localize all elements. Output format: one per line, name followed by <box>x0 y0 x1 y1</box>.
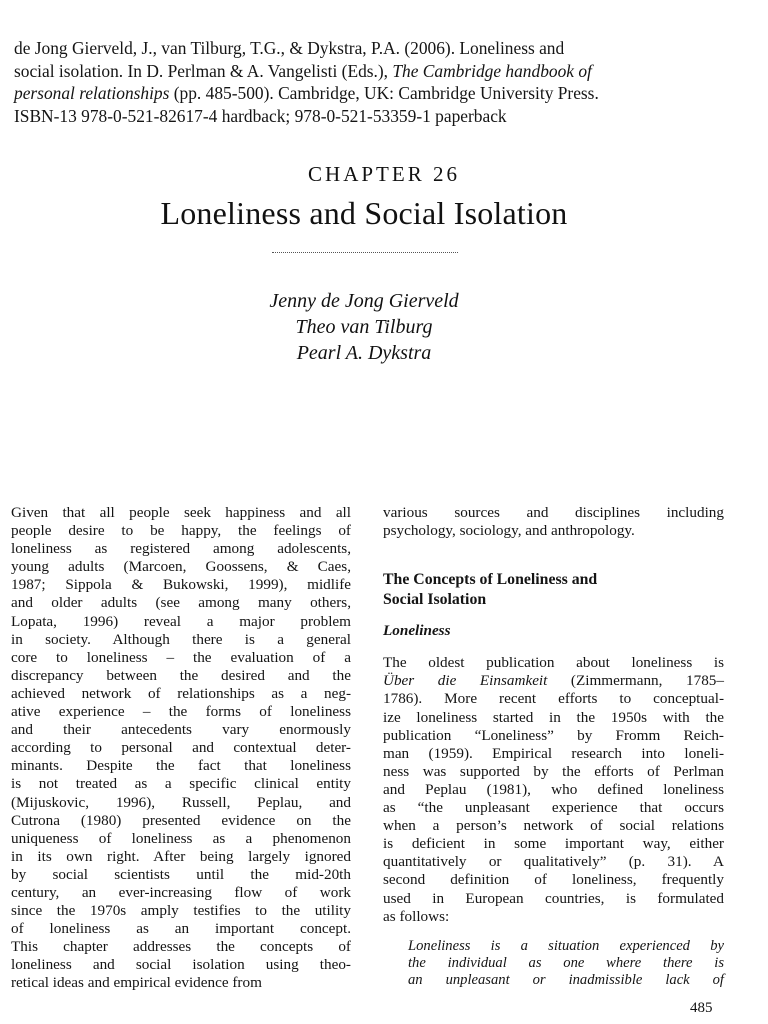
text-line: and Peplau (1981), who defined loneliness <box>383 780 724 798</box>
text-line: and older adults (see among many others, <box>11 594 351 612</box>
section-heading <box>383 570 724 610</box>
text-line: in society. Although there is a general <box>11 630 351 648</box>
citation-text: social isolation. In D. Perlman & A. Vangelisti (Eds.), <box>14 60 393 81</box>
cited-work-title: Über die Einsamkeit <box>383 672 548 690</box>
citation-line: ISBN-13 978-0-521-82617-4 hardback; 978-0-521-53359-1 paperback <box>14 105 507 126</box>
citation-text: (pp. 485-500). Cambridge, UK: Cambridge University Press. <box>169 83 599 103</box>
text-line: psychology, sociology, and anthropology. <box>383 522 635 540</box>
text-line: according to personal and contextual deter- <box>11 739 351 757</box>
right-column <box>383 504 724 990</box>
text-line: by social scientists until the mid-20th <box>11 865 351 883</box>
section-heading-line: The Concepts of Loneliness and <box>383 571 598 589</box>
text-line: people desire to be happy, the feelings of <box>11 522 351 540</box>
text-line: and their antecedents vary enormously <box>11 721 351 739</box>
section-heading-line: Social Isolation <box>383 591 487 609</box>
text-line: in its own right. After being largely ignored <box>11 847 351 865</box>
text-line: century, an ever-increasing flow of work <box>11 883 351 901</box>
body-paragraph <box>383 654 724 925</box>
text-line: as follows: <box>383 907 450 925</box>
citation-line: de Jong Gierveld, J., van Tilburg, T.G., & Dykstra, P.A. (2006). Loneliness and <box>14 38 565 58</box>
text-line: Cutrona (1980) presented evidence on the <box>11 811 351 829</box>
text-line: second definition of loneliness, frequently <box>383 871 724 889</box>
text-line: publication “Loneliness” by Fromm Reich- <box>383 726 724 744</box>
quote-line: Loneliness is a situation experienced by <box>408 937 724 954</box>
book-title: The Cambridge handbook of <box>392 60 592 81</box>
quote-line: an unpleasant or inadmissible lack of <box>408 972 724 989</box>
text-line: Lopata, 1996) reveal a major problem <box>11 612 351 630</box>
text-line: quantitatively or qualitatively” (p. 31). A <box>383 853 724 871</box>
page-number: 485 <box>690 1000 713 1016</box>
text-line: 1987; Sippola & Bukowski, 1999), midlife <box>11 576 351 594</box>
author-name: Theo van Tilburg <box>295 316 433 338</box>
citation-line <box>14 60 756 83</box>
text-line: ness was supported by the efforts of Perlman <box>383 762 724 780</box>
text-line: core to loneliness – the evaluation of a <box>11 648 351 666</box>
text-line: is not treated as a specific clinical entity <box>11 775 351 793</box>
text-line: young adults (Marcoen, Goossens, & Caes, <box>11 558 351 576</box>
text-line: is deficient in some important way, either <box>383 835 724 853</box>
text-line: uniqueness of loneliness as a phenomenon <box>11 829 351 847</box>
text-line: of loneliness as an important concept. <box>11 920 351 938</box>
author-list <box>0 288 728 366</box>
intro-paragraph <box>383 504 724 540</box>
text-line: The oldest publication about loneliness is <box>383 654 724 672</box>
text-line: various sources and disciplines including <box>383 504 724 521</box>
text-line: ize loneliness started in the 1950s with the <box>383 708 724 726</box>
quote-line: the individual as one where there is <box>408 954 724 971</box>
chapter-title: Loneliness and Social Isolation <box>160 195 568 231</box>
title-divider <box>272 252 458 253</box>
text-line: minants. Despite the fact that loneliness <box>11 757 351 775</box>
text-line: discrepancy between the desired and the <box>11 666 351 684</box>
left-column <box>11 504 351 993</box>
text-line: achieved network of relationships as a neg- <box>11 684 351 702</box>
text-line: man (1959). Empirical research into loneli- <box>383 744 724 762</box>
text-line: 1786). More recent efforts to conceptual- <box>383 690 724 708</box>
text-line: since the 1970s amply testifies to the utility <box>11 902 351 920</box>
text-line: Über die Einsamkeit (Zimmermann, 1785– <box>383 672 724 690</box>
text-line: ative experience – the forms of loneliness <box>11 703 351 721</box>
book-title: personal relationships <box>14 83 170 103</box>
text-line: (Mijuskovic, 1996), Russell, Peplau, and <box>11 793 351 811</box>
text-line: loneliness and social isolation using theo- <box>11 956 351 974</box>
citation-line <box>14 82 756 105</box>
chapter-label: CHAPTER 26 <box>308 162 460 186</box>
text-line: This chapter addresses the concepts of <box>11 938 351 956</box>
block-quote <box>408 938 724 990</box>
text-line: as “the unpleasant experience that occurs <box>383 799 724 817</box>
text-line: Given that all people seek happiness and all <box>11 504 351 521</box>
text-line: loneliness as registered among adolescents, <box>11 540 351 558</box>
text-line: retical ideas and empirical evidence from <box>11 974 262 992</box>
text-line: when a person’s network of social relations <box>383 817 724 835</box>
citation-block <box>14 37 756 127</box>
author-name: Pearl A. Dykstra <box>296 342 432 364</box>
text-line: used in European countries, is formulated <box>383 889 724 907</box>
subsection-heading: Loneliness <box>383 622 451 640</box>
author-name: Jenny de Jong Gierveld <box>269 290 459 312</box>
